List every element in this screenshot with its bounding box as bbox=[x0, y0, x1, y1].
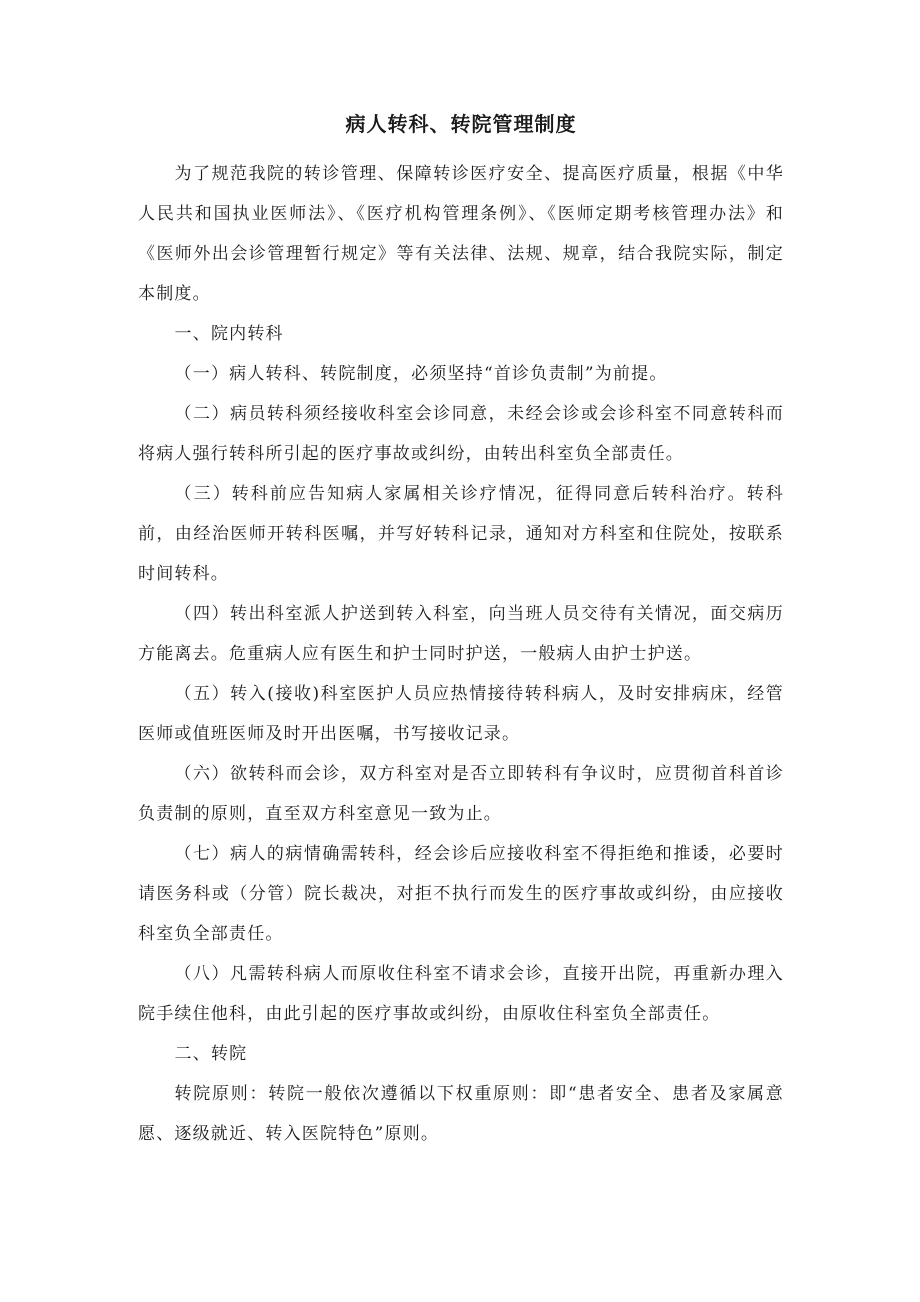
transfer-principle-paragraph: 转院原则：转院一般依次遵循以下权重原则：即“患者安全、患者及家属意愿、逐级就近、转入医院特色”原则。 bbox=[138, 1084, 784, 1144]
clause-5: （五）转入(接收)科室医护人员应热情接待转科病人，及时安排病床，经管医师或值班医师及时开出医嘱，书写接收记录。 bbox=[138, 684, 784, 744]
document-page bbox=[138, 112, 784, 1154]
clause-8: （八）凡需转科病人而原收住科室不请求会诊，直接开出院，再重新办理入院手续住他科，由此引起的医疗事故或纠纷，由原收住科室负全部责任。 bbox=[138, 964, 784, 1024]
intro-paragraph: 为了规范我院的转诊管理、保障转诊医疗安全、提高医疗质量，根据《中华人民共和国执业医师法》、《医疗机构管理条例》、《医师定期考核管理办法》和《医师外出会诊管理暂行规定》等有关法律、法规、规章，结合我院实际，制定本制度。 bbox=[138, 164, 784, 304]
clause-6: （六）欲转科而会诊，双方科室对是否立即转科有争议时，应贯彻首科首诊负责制的原则，直至双方科室意见一致为止。 bbox=[138, 764, 784, 824]
clause-7: （七）病人的病情确需转科，经会诊后应接收科室不得拒绝和推诿，必要时请医务科或（分管）院长裁决，对拒不执行而发生的医疗事故或纠纷，由应接收科室负全部责任。 bbox=[138, 844, 784, 944]
clause-1: （一）病人转科、转院制度，必须坚持“首诊负责制”为前提。 bbox=[174, 364, 668, 384]
section-heading-hospital-transfer: 二、转院 bbox=[174, 1044, 248, 1064]
clause-4: （四）转出科室派人护送到转入科室，向当班人员交待有关情况，面交病历方能离去。危重病人应有医生和护士同时护送，一般病人由护士护送。 bbox=[138, 604, 784, 664]
clause-3: （三）转科前应告知病人家属相关诊疗情况，征得同意后转科治疗。转科前，由经治医师开转科医嘱，并写好转科记录，通知对方科室和住院处，按联系时间转科。 bbox=[138, 484, 784, 584]
document-title: 病人转科、转院管理制度 bbox=[345, 112, 577, 136]
section-heading-internal-transfer: 一、院内转科 bbox=[174, 324, 284, 344]
clause-2: （二）病员转科须经接收科室会诊同意，未经会诊或会诊科室不同意转科而将病人强行转科所引起的医疗事故或纠纷，由转出科室负全部责任。 bbox=[138, 404, 784, 464]
